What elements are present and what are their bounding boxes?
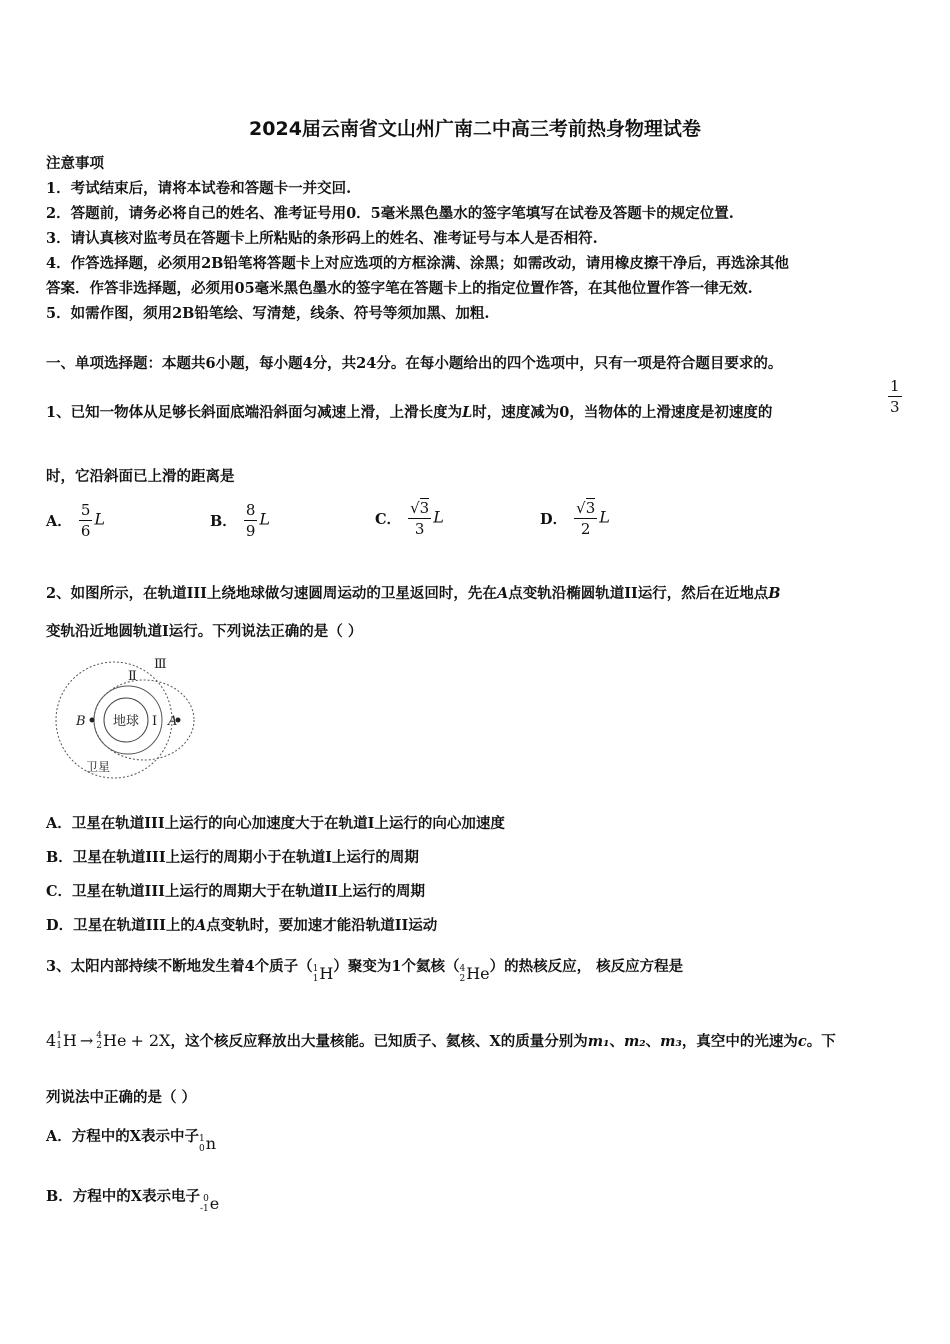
satellite-label: 卫星	[86, 760, 111, 774]
point-b-dot	[90, 718, 95, 723]
q3-stem-cont: 列说法中正确的是（ ）	[46, 1089, 197, 1106]
notice-heading: 注意事项	[46, 155, 104, 172]
q2-option-d[interactable]: D．卫星在轨道III上的A点变轨时，要加速才能沿轨道II运动	[46, 917, 438, 934]
neutron-symbol: 1 0 n	[199, 1134, 217, 1154]
q3-stem: 3、太阳内部持续不断地发生着4个质子（ 1 1 H ）聚变为1个氦核（ 4 2 He ）的热核反应， 核反应方程是	[46, 950, 683, 991]
notice-item: 4．作答选择题，必须用2B铅笔将答题卡上对应选项的方框涂满、涂黑；如需改动，请用橡皮擦干净后，再选涂其他	[46, 255, 789, 272]
q1-option-d[interactable]: D． $\frac{√3}{2}$ L	[540, 499, 610, 538]
q2-option-a[interactable]: A．卫星在轨道III上运行的向心加速度大于在轨道I上运行的向心加速度	[46, 815, 505, 832]
notice-item: 1．考试结束后，请将本试卷和答题卡一并交回.	[46, 180, 352, 197]
q3-option-a[interactable]: A．方程中的X表示中子 1 0 n	[46, 1120, 216, 1161]
notice-item: 5．如需作图，须用2B铅笔绘、写清楚，线条、符号等须加黑、加粗.	[46, 305, 490, 322]
notice-item: 3．请认真核对监考员在答题卡上所粘贴的条形码上的姓名、准考证号与本人是否相符.	[46, 230, 598, 247]
notice-item: 2．答题前，请务必将自己的姓名、准考证号用0．5毫米黑色墨水的签字笔填写在试卷及答题卡的规定位置.	[46, 205, 734, 222]
notice-item: 答案．作答非选择题，必须用05毫米黑色墨水的签字笔在答题卡上的指定位置作答，在其他位置作答一律无效.	[46, 280, 753, 297]
orbit-3-label: Ⅲ	[154, 657, 167, 672]
q1-option-b[interactable]: B． $\frac{8}{9}$ L	[210, 501, 270, 540]
q2-stem: 2、如图所示，在轨道III上绕地球做匀速圆周运动的卫星返回时，先在A点变轨沿椭圆轨道II运行，然后在近地点B	[46, 585, 781, 602]
q1-stem: 1、已知一物体从足够长斜面底端沿斜面匀减速上滑，上滑长度为L时，速度减为0，当物体的上滑速度是初速度的	[46, 404, 773, 421]
orbit-1-label: I	[152, 714, 158, 729]
point-b-label: B	[76, 714, 86, 729]
electron-symbol: 0 -1 e	[200, 1194, 220, 1214]
q3-equation-line: 4 1 1 H → 4 2 He + 2X ，这个核反应释放出大量核能。已知质子、氦核、X的质量分别为m₁、m₂、m₃，真空中的光速为c。下	[46, 1024, 836, 1059]
section-heading: 一、单项选择题：本题共6小题，每小题4分，共24分。在每小题给出的四个选项中，只有一项是符合题目要求的。	[46, 355, 783, 372]
q1-fraction: $\frac{1}{3}$	[890, 377, 900, 416]
page-title: 2024届云南省文山州广南二中高三考前热身物理试卷	[249, 118, 701, 140]
q1-stem-cont: 时，它沿斜面已上滑的距离是	[46, 468, 235, 485]
q2-option-b[interactable]: B．卫星在轨道III上运行的周期小于在轨道I上运行的周期	[46, 849, 419, 866]
q2-stem-cont: 变轨沿近地圆轨道I运行。下列说法正确的是（ ）	[46, 623, 363, 640]
point-a-label: A	[168, 714, 178, 729]
proton-symbol: 1 1 H	[312, 964, 334, 984]
q2-option-c[interactable]: C．卫星在轨道III上运行的周期大于在轨道II上运行的周期	[46, 883, 425, 900]
orbit-figure	[46, 652, 196, 782]
q1-option-a[interactable]: A． $\frac{5}{6}$ L	[46, 501, 105, 540]
orbit-2-label: Ⅱ	[128, 669, 137, 684]
helium-symbol: 4 2 He	[459, 964, 490, 984]
nuclear-equation: 4 1 1 H → 4 2 He + 2X	[46, 1031, 171, 1051]
q1-option-c[interactable]: C． $\frac{√3}{3}$ L	[375, 499, 444, 538]
earth-label: 地球	[112, 714, 140, 729]
q3-option-b[interactable]: B．方程中的X表示电子 0 -1 e	[46, 1180, 219, 1221]
